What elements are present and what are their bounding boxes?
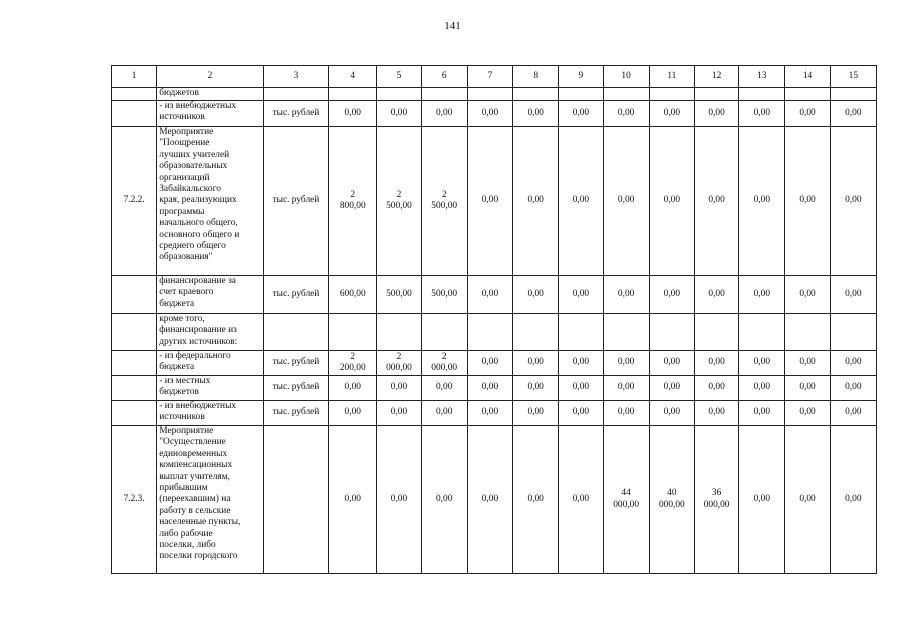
- value-cell: 0,00: [739, 101, 785, 127]
- value-cell: 0,00: [559, 426, 603, 574]
- page-number: 141: [444, 20, 461, 32]
- column-header: 14: [785, 66, 830, 88]
- value-cell: 0,00: [467, 401, 512, 426]
- value-cell: 0,00: [649, 376, 694, 401]
- description-cell: бюджетов: [157, 88, 264, 101]
- table-row: [112, 101, 877, 127]
- budget-table: [111, 65, 877, 574]
- value-cell: 2 000,00: [421, 351, 467, 376]
- value-cell: 2 500,00: [377, 127, 421, 276]
- value-cell: [421, 314, 467, 351]
- value-cell: [649, 314, 694, 351]
- value-cell: 0,00: [421, 101, 467, 127]
- table-row: [112, 127, 877, 276]
- value-cell: 0,00: [830, 276, 876, 314]
- value-cell: 0,00: [603, 276, 649, 314]
- value-cell: 0,00: [694, 376, 738, 401]
- value-cell: 0,00: [785, 401, 830, 426]
- column-header: 10: [603, 66, 649, 88]
- value-cell: 0,00: [559, 101, 603, 127]
- value-cell: 0,00: [421, 376, 467, 401]
- column-header: 1: [112, 66, 157, 88]
- unit-cell: [263, 88, 328, 101]
- row-number-cell: [112, 351, 157, 376]
- value-cell: 40 000,00: [649, 426, 694, 574]
- value-cell: 0,00: [467, 376, 512, 401]
- column-header: 7: [467, 66, 512, 88]
- value-cell: [830, 314, 876, 351]
- value-cell: [785, 88, 830, 101]
- value-cell: 0,00: [694, 127, 738, 276]
- value-cell: 0,00: [649, 127, 694, 276]
- unit-cell: тыс. рублей: [263, 127, 328, 276]
- table-row: [112, 376, 877, 401]
- value-cell: 0,00: [785, 101, 830, 127]
- row-number-cell: 7.2.2.: [112, 127, 157, 276]
- value-cell: 0,00: [513, 127, 559, 276]
- column-header: 12: [694, 66, 738, 88]
- value-cell: 0,00: [329, 401, 377, 426]
- unit-cell: тыс. рублей: [263, 401, 328, 426]
- value-cell: 2 000,00: [377, 351, 421, 376]
- unit-cell: тыс. рублей: [263, 276, 328, 314]
- value-cell: [329, 88, 377, 101]
- column-header: 11: [649, 66, 694, 88]
- value-cell: 0,00: [559, 276, 603, 314]
- value-cell: 500,00: [421, 276, 467, 314]
- table-row: [112, 351, 877, 376]
- value-cell: [603, 314, 649, 351]
- value-cell: 0,00: [739, 376, 785, 401]
- value-cell: 44 000,00: [603, 426, 649, 574]
- value-cell: 0,00: [830, 376, 876, 401]
- value-cell: [739, 88, 785, 101]
- column-header: 5: [377, 66, 421, 88]
- description-cell: Мероприятие "Поощрение лучших учителей образовательных организаций Забайкальского края, реализующих программы начального общего, основного общего и среднего общего образования": [157, 127, 264, 276]
- value-cell: 0,00: [694, 401, 738, 426]
- description-cell: - из внебюджетных источников: [157, 401, 264, 426]
- value-cell: [694, 88, 738, 101]
- value-cell: 0,00: [830, 426, 876, 574]
- value-cell: 0,00: [513, 351, 559, 376]
- table-body: [112, 88, 877, 574]
- description-cell: - из внебюджетных источников: [157, 101, 264, 127]
- value-cell: 0,00: [467, 426, 512, 574]
- row-number-cell: [112, 401, 157, 426]
- value-cell: [377, 88, 421, 101]
- value-cell: [513, 314, 559, 351]
- value-cell: [603, 88, 649, 101]
- unit-cell: [263, 426, 328, 574]
- value-cell: 0,00: [603, 376, 649, 401]
- value-cell: 0,00: [513, 401, 559, 426]
- value-cell: 0,00: [377, 401, 421, 426]
- value-cell: 2 500,00: [421, 127, 467, 276]
- row-number-cell: [112, 314, 157, 351]
- value-cell: [830, 88, 876, 101]
- table-row: [112, 401, 877, 426]
- value-cell: [467, 314, 512, 351]
- value-cell: 2 800,00: [329, 127, 377, 276]
- value-cell: 0,00: [603, 127, 649, 276]
- value-cell: 0,00: [467, 101, 512, 127]
- value-cell: 0,00: [421, 401, 467, 426]
- value-cell: 0,00: [559, 351, 603, 376]
- value-cell: [739, 314, 785, 351]
- row-number-cell: [112, 101, 157, 127]
- value-cell: 0,00: [785, 351, 830, 376]
- value-cell: 0,00: [559, 401, 603, 426]
- table-row: [112, 426, 877, 574]
- value-cell: [694, 314, 738, 351]
- description-cell: финансирование за счет краевого бюджета: [157, 276, 264, 314]
- value-cell: 36 000,00: [694, 426, 738, 574]
- value-cell: 0,00: [513, 426, 559, 574]
- value-cell: 0,00: [421, 426, 467, 574]
- description-cell: - из федерального бюджета: [157, 351, 264, 376]
- value-cell: [649, 88, 694, 101]
- value-cell: 0,00: [377, 426, 421, 574]
- value-cell: 0,00: [739, 426, 785, 574]
- row-number-cell: [112, 376, 157, 401]
- table-row: [112, 276, 877, 314]
- value-cell: 0,00: [377, 101, 421, 127]
- value-cell: [377, 314, 421, 351]
- column-header: 2: [157, 66, 264, 88]
- value-cell: 0,00: [467, 276, 512, 314]
- value-cell: 0,00: [694, 276, 738, 314]
- value-cell: 0,00: [467, 351, 512, 376]
- value-cell: 0,00: [739, 401, 785, 426]
- value-cell: 0,00: [785, 276, 830, 314]
- value-cell: 0,00: [467, 127, 512, 276]
- description-cell: Мероприятие "Осуществление единовременных компенсационных выплат учителям, прибывшим (переехавшим) на работу в сельские населенные пункты, либо рабочие поселки, либо поселки городского: [157, 426, 264, 574]
- column-header: 15: [830, 66, 876, 88]
- column-header: 9: [559, 66, 603, 88]
- value-cell: 0,00: [513, 101, 559, 127]
- value-cell: 2 200,00: [329, 351, 377, 376]
- value-cell: 0,00: [329, 426, 377, 574]
- description-cell: - из местных бюджетов: [157, 376, 264, 401]
- description-cell: кроме того, финансирование из других источников:: [157, 314, 264, 351]
- row-number-cell: [112, 276, 157, 314]
- column-header: 4: [329, 66, 377, 88]
- value-cell: 0,00: [785, 376, 830, 401]
- value-cell: 600,00: [329, 276, 377, 314]
- value-cell: 0,00: [830, 127, 876, 276]
- value-cell: 0,00: [329, 376, 377, 401]
- value-cell: 0,00: [830, 101, 876, 127]
- value-cell: 0,00: [603, 401, 649, 426]
- value-cell: [513, 88, 559, 101]
- value-cell: 0,00: [649, 401, 694, 426]
- value-cell: 0,00: [603, 351, 649, 376]
- value-cell: 0,00: [785, 127, 830, 276]
- row-number-cell: [112, 88, 157, 101]
- value-cell: 0,00: [649, 276, 694, 314]
- unit-cell: тыс. рублей: [263, 101, 328, 127]
- table-row: [112, 314, 877, 351]
- value-cell: 0,00: [739, 127, 785, 276]
- value-cell: [421, 88, 467, 101]
- value-cell: [559, 314, 603, 351]
- column-header: 6: [421, 66, 467, 88]
- value-cell: [329, 314, 377, 351]
- column-header: 8: [513, 66, 559, 88]
- table-row: [112, 88, 877, 101]
- value-cell: 0,00: [559, 376, 603, 401]
- value-cell: 0,00: [649, 351, 694, 376]
- value-cell: 0,00: [694, 351, 738, 376]
- value-cell: 500,00: [377, 276, 421, 314]
- row-number-cell: 7.2.3.: [112, 426, 157, 574]
- unit-cell: [263, 314, 328, 351]
- unit-cell: тыс. рублей: [263, 376, 328, 401]
- value-cell: [559, 88, 603, 101]
- value-cell: 0,00: [739, 351, 785, 376]
- value-cell: 0,00: [603, 101, 649, 127]
- value-cell: 0,00: [830, 351, 876, 376]
- value-cell: 0,00: [785, 426, 830, 574]
- value-cell: 0,00: [830, 401, 876, 426]
- column-header: 3: [263, 66, 328, 88]
- header-row: [112, 66, 877, 88]
- value-cell: [467, 88, 512, 101]
- value-cell: [785, 314, 830, 351]
- column-header: 13: [739, 66, 785, 88]
- value-cell: 0,00: [649, 101, 694, 127]
- value-cell: 0,00: [559, 127, 603, 276]
- value-cell: 0,00: [513, 276, 559, 314]
- value-cell: 0,00: [513, 376, 559, 401]
- value-cell: 0,00: [329, 101, 377, 127]
- value-cell: 0,00: [694, 101, 738, 127]
- value-cell: 0,00: [739, 276, 785, 314]
- value-cell: 0,00: [377, 376, 421, 401]
- unit-cell: тыс. рублей: [263, 351, 328, 376]
